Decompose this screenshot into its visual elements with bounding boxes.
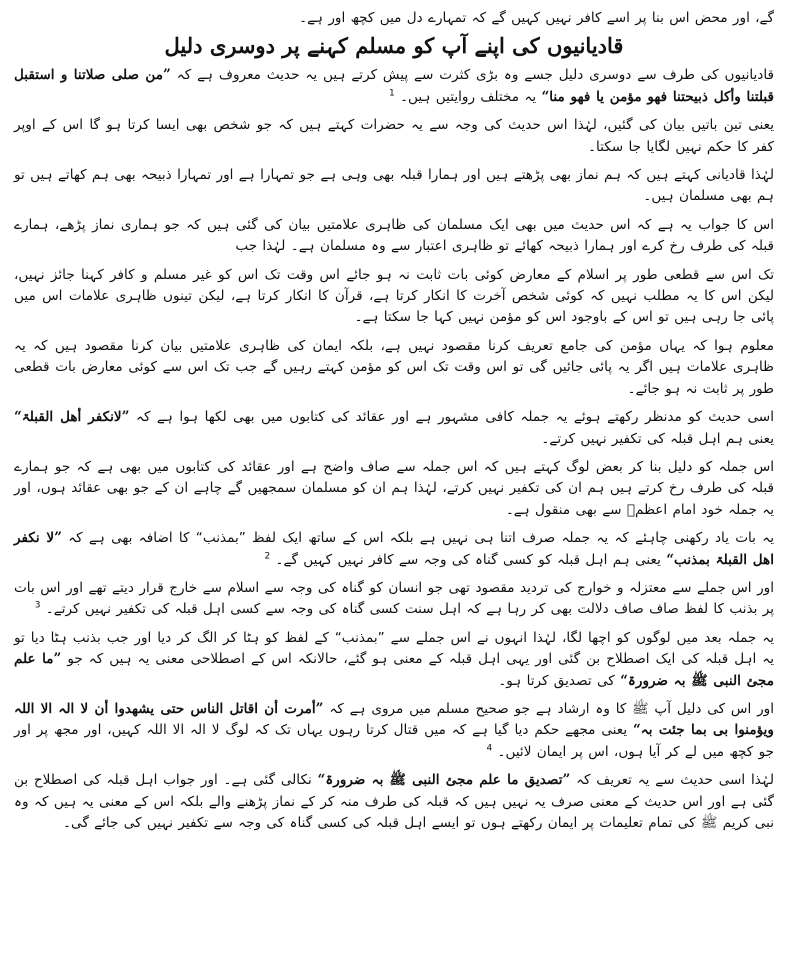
paragraph-11-quote: ”ما علم مجئ النبی ﷺ بہ ضرورۃ“ [14,651,774,689]
footnote-marker-2: 2 [264,551,271,561]
paragraph-6: معلوم ہوا کہ یہاں مؤمن کی جامع تعریف کرنا مقصود نہیں ہے، بلکہ ایمان کی ظاہری علامتیں بیان کرنا مقصود ہیں کہ یہ ظاہری علامات ہیں اگر یہ پائی جائیں گی تو اس وقت تک اس کو مؤمن کہتے رہیں گے جب تک اس سے کوئی معارض بات قطعی طور پر ثابت نہ ہو جائے۔ [14,337,774,397]
footnote-marker-4: 4 [486,743,493,754]
paragraph-9-text-after: یعنی ہم اہل قبلہ کو کسی گناہ کی وجہ سے کافر نہیں کہیں گے۔ [275,551,661,568]
paragraph-7-text-after: یعنی ہم اہل قبلہ کی تکفیر نہیں کرتے۔ [541,430,774,447]
paragraph-1-text-after: یہ مختلف روایتیں ہیں۔ [400,88,537,105]
footnote-marker-3: 3 [34,600,41,611]
paragraph-1-hadith-quote: ”من صلی صلاتنا و استقبل قبلتنا وأکل ذبیحتنا فھو مؤمن یا فھو منا“ [14,67,774,105]
paragraph-10 [14,578,774,621]
footnote-marker-1: 1 [389,88,395,99]
paragraph-10-text: اور اس جملے سے معتزلہ و خوارج کی تردید مقصود تھی جو انسان کو گناہ کی وجہ سے اسلام سے خارج قرار دیتے تھے اور اس بات پر بذنب کا لفظ صاف صاف دلالت بھی کر رہا ہے کہ اہل سنت کسی گناہ کی وجہ سے کسی اہل قبلہ کی تکفیر نہیں کرتے۔ [14,579,774,618]
paragraph-5: تک اس سے قطعی طور پر اسلام کے معارض کوئی بات ثابت نہ ہو جائے اس وقت تک اس کو غیر مسلم و کافر کہنا جائز نہیں، لیکن اس کا یہ مطلب نہیں کہ کوئی شخص آخرت کا انکار کرتا ہے، قرآن کا انکار کرتا ہے، لیکن تینوں ظاہری علامات اس میں پائی جا رہی ہیں تو اس کے باوجود اس کو مؤمن نہیں کہا جا سکتا ہے۔ [14,266,774,326]
paragraph-12 [14,699,774,763]
paragraph-11 [14,628,774,692]
paragraph-11-text-before: یہ جملہ بعد میں لوگوں کو اچھا لگا، لہٰذا انہوں نے اس جملے سے ”بمذنب“ کے لفظ کو ہٹا کر الگ کر دیا اور جب بذنب ہٹا دیا تو یہ اہل قبلہ کی ایک اصطلاح بن گئی اور یہی اہل قبلہ کے معنی ہو گئے، حالانکہ اس کے اصطلاحی معنی یہ ہیں کہ جو [14,629,774,668]
paragraph-8: اس جملہ کو دلیل بنا کر بعض لوگ کہتے ہیں کہ اس جملہ سے صاف واضح ہے اور عقائد کی کتابوں میں بھی ہے کہ جو ہمارے قبلہ کی طرف رخ کرتے ہیں ہم ان کی تکفیر نہیں کرتے، لہٰذا ہم ان کو مسلمان سمجھیں گے چاہے ان کے جو بھی عقائد ہوں، اور یہ جملہ خود امام اعظمؒ سے بھی منقول ہے۔ [14,458,774,518]
paragraph-13-text-after: نکالی گئی ہے۔ اور جواب اہل قبلہ کی اصطلاح بن گئی ہے اور اس حدیث کے معنی صرف یہ نہیں ہیں کہ قبلہ کی طرف منہ کر کے نماز پڑھنے والے بلکہ اس کے معنی یہ ہیں کہ وہ نبی کریم ﷺ کی تمام تعلیمات پر ایمان رکھتے ہوں تو ایسے اہل قبلہ کی کسی گناہ کی وجہ سے تکفیر نہیں کی جائے گی۔ [14,772,774,831]
paragraph-9-text-before: یہ بات یاد رکھنی چاہئے کہ یہ جملہ صرف اتنا ہی نہیں ہے بلکہ اس کے ساتھ ایک لفظ ”بمذنب“ کا اضافہ بھی ہے کہ [68,530,774,547]
paragraph-7 [14,407,774,450]
paragraph-4: اس کا جواب یہ ہے کہ اس حدیث میں بھی ایک مسلمان کی ظاہری علامتیں بیان کی گئی ہیں کہ جو ہماری نماز پڑھے، ہمارے قبلہ کی طرف رخ کرے اور ہمارا ذبیحہ کھائے تو ظاہری اعتبار سے وہ مسلمان ہے۔ لہٰذا جب [14,216,774,255]
paragraph-13-text-before: لہٰذا اسی حدیث سے یہ تعریف کہ [576,772,774,789]
paragraph-3: لہٰذا قادیانی کہتے ہیں کہ ہم نماز بھی پڑھتے ہیں اور ہمارا قبلہ بھی وہی ہے جو تمہارا ہے اور تمہارا ذبیحہ بھی ہم کھاتے ہیں تو ہم بھی مسلمان ہیں۔ [14,167,774,205]
paragraph-12-hadith-quote: ”أمرت أن اقاتل الناس حتی یشھدوا أن لا الہ الا اللہ ویؤمنوا بی بما جئت بہ“ [14,700,774,739]
paragraph-9 [14,528,774,571]
paragraph-13-quote: ”تصدیق ما علم مجئ النبی ﷺ بہ ضرورۃ“ [317,772,571,789]
paragraph-2: یعنی تین باتیں بیان کی گئیں، لہٰذا اس حدیث کی وجہ سے یہ حضرات کہتے ہیں کہ جو شخص بھی ایسا کرتا ہو گا اس کے اوپر کفر کا حکم نہیں لگایا جا سکتا۔ [14,117,774,155]
paragraph-1-text-before: قادیانیوں کی طرف سے دوسری دلیل جسے وہ بڑی کثرت سے پیش کرتے ہیں یہ حدیث معروف ہے کہ [176,67,774,84]
paragraph-7-text-before: اسی حدیث کو مدنظر رکھتے ہوئے یہ جملہ کافی مشہور ہے اور عقائد کی کتابوں میں بھی لکھا ہوا ہے کہ [135,409,774,426]
paragraph-13 [14,770,774,834]
paragraph-12-text-after: یعنی مجھے حکم دیا گیا ہے کہ میں قتال کرتا رہوں یہاں تک کہ لوگ لا الہ الا اللہ کہیں، اور مجھ پر اور جو کچھ میں لے کر آیا ہوں، اس پر ایمان لائیں۔ [14,722,774,760]
paragraph-12-text-before: اور اس کی دلیل آپ ﷺ کا وہ ارشاد ہے جو صحیح مسلم میں مروی ہے کہ [329,700,775,717]
paragraph-11-text-after: کی تصدیق کرتا ہو۔ [498,672,615,689]
paragraph-7-quote: ”لانکفر أھل القبلۃ“ [14,409,130,426]
paragraph-1 [14,65,774,108]
intro-line: گے، اور محض اس بنا پر اسے کافر نہیں کہیں گے کہ تمہارے دل میں کچھ اور ہے۔ [299,10,774,26]
paragraph-9-quote: ”لا نکفر اھل القبلۃ بمذنب“ [14,530,774,568]
section-heading: قادیانیوں کی اپنے آپ کو مسلم کہنے پر دوسری دلیل [164,33,624,59]
